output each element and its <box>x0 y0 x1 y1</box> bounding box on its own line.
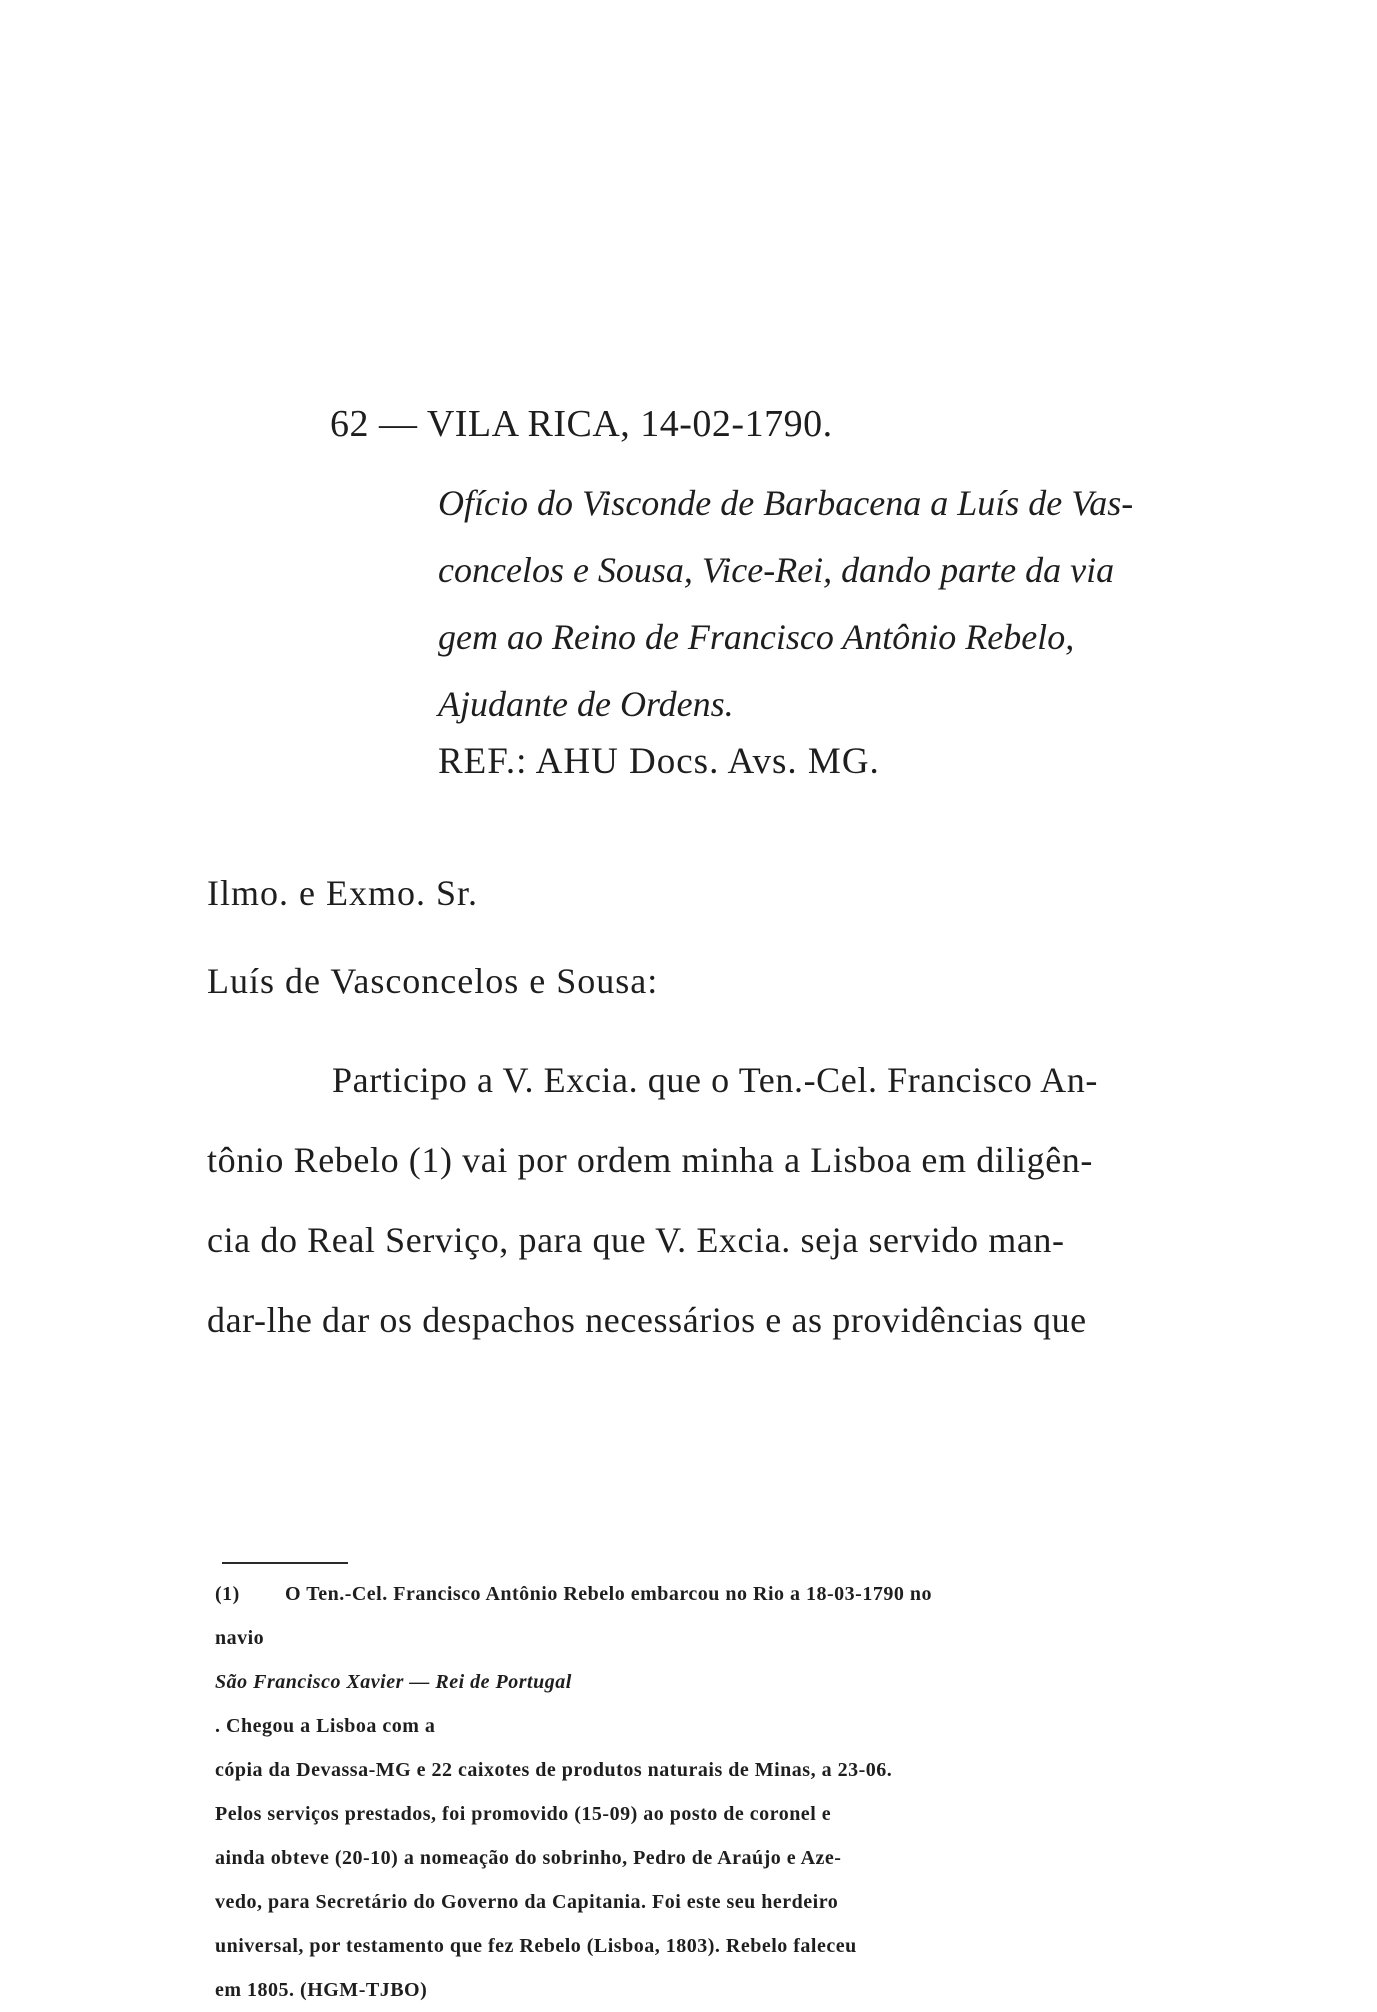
footnote-text: . Chegou a Lisboa com a <box>215 1715 436 1737</box>
letter-body <box>207 1040 1297 1360</box>
footnote-line: universal, por testamento que fez Rebelo (Lisboa, 1803). Rebelo faleceu <box>215 1935 857 1957</box>
footnote-first-line <box>215 1572 1285 1616</box>
addressee: Luís de Vasconcelos e Sousa: <box>207 961 659 1001</box>
body-line: dar-lhe dar os despachos necessários e as providências que <box>207 1300 1087 1340</box>
ship-name: São Francisco Xavier — Rei de Portugal <box>215 1671 572 1693</box>
document-heading: 62 — VILA RICA, 14-02-1790. <box>330 403 833 445</box>
footnote-line: cópia da Devassa-MG e 22 caixotes de produtos naturais de Minas, a 23-06. <box>215 1759 893 1781</box>
footnote-line: em 1805. (HGM-TJBO) <box>215 1979 428 2001</box>
document-summary <box>438 470 1288 738</box>
body-line: Participo a V. Excia. que o Ten.-Cel. Francisco An- <box>332 1060 1098 1100</box>
footnote-marker: (1) <box>215 1583 240 1605</box>
summary-line: Ofício do Visconde de Barbacena a Luís de Vas- <box>438 483 1134 523</box>
footnote-line: O Ten.-Cel. Francisco Antônio Rebelo embarcou no Rio a 18-03-1790 no <box>285 1583 932 1605</box>
footnote-line: vedo, para Secretário do Governo da Capitania. Foi este seu herdeiro <box>215 1891 839 1913</box>
body-line: tônio Rebelo (1) vai por ordem minha a Lisboa em diligên- <box>207 1140 1093 1180</box>
body-line: cia do Real Serviço, para que V. Excia. seja servido man- <box>207 1220 1065 1260</box>
summary-line: gem ao Reino de Francisco Antônio Rebelo, <box>438 617 1075 657</box>
summary-line: concelos e Sousa, Vice-Rei, dando parte da via <box>438 550 1115 590</box>
summary-line: Ajudante de Ordens. <box>438 684 734 724</box>
footnote-line: ainda obteve (20-10) a nomeação do sobrinho, Pedro de Araújo e Aze- <box>215 1847 842 1869</box>
footnote-divider <box>222 1562 348 1564</box>
archive-reference: REF.: AHU Docs. Avs. MG. <box>438 741 880 782</box>
footnote-line: Pelos serviços prestados, foi promovido (15-09) ao posto de coronel e <box>215 1803 832 1825</box>
footnote-line <box>215 1616 1285 1748</box>
footnote <box>215 1572 1285 2012</box>
footnote-text: navio <box>215 1627 265 1649</box>
salutation: Ilmo. e Exmo. Sr. <box>207 873 478 913</box>
